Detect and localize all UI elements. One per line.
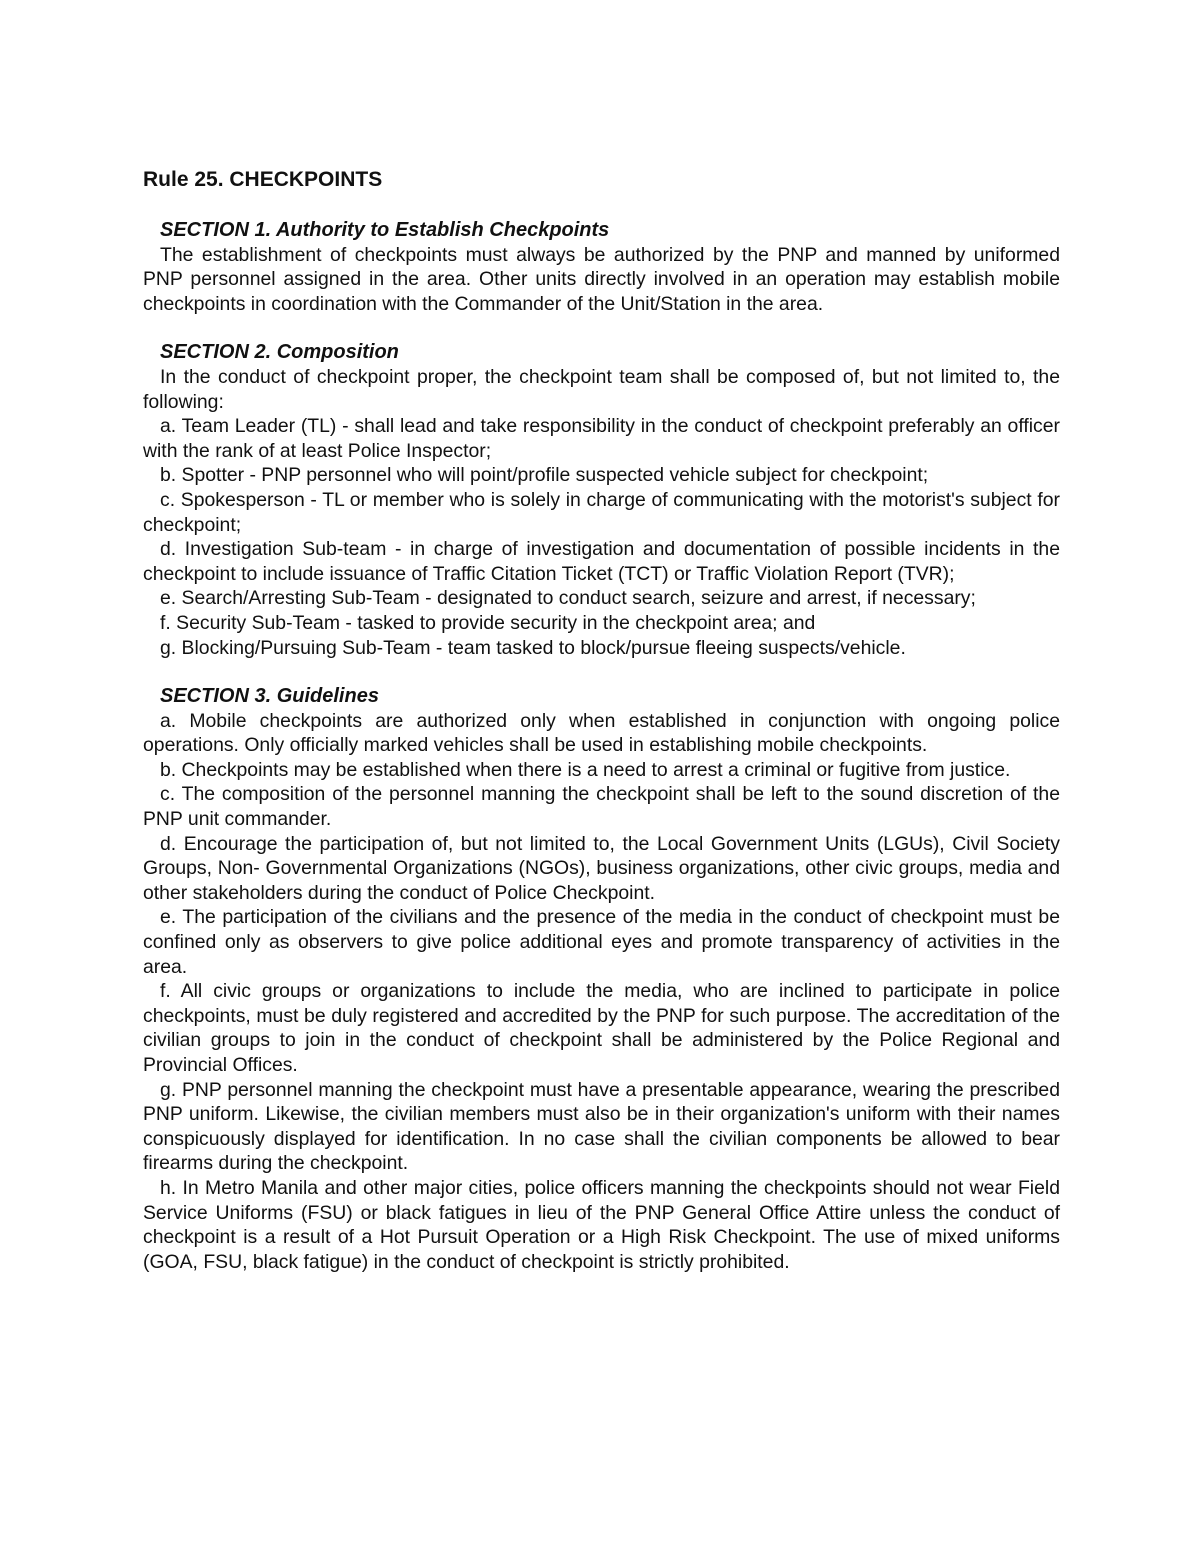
section-2-item-c: c. Spokesperson - TL or member who is solely in charge of communicating with the motorist's subject for checkpoint; (143, 488, 1060, 536)
rule-title: Rule 25. CHECKPOINTS (143, 168, 383, 191)
section-3-item-d: d. Encourage the participation of, but not limited to, the Local Government Units (LGUs), Civil Society Groups, Non- Governmental Organizations (NGOs), business organizations, other civic groups, media and other stakeholders during the conduct of Police Checkpoint. (143, 832, 1060, 904)
section-2-item-e: e. Search/Arresting Sub-Team - designated to conduct search, seizure and arrest, if necessary; (160, 587, 976, 610)
section-3-item-f: f. All civic groups or organizations to include the media, who are inclined to participate in police checkpoints, must be duly registered and accredited by the PNP for such purpose. The accreditation of the civilian groups to join in the conduct of checkpoint shall be administered by the Police Regional and Provincial Offices. (143, 980, 1060, 1076)
section-3-item-e: e. The participation of the civilians and the presence of the media in the conduct of checkpoint must be confined only as observers to give police additional eyes and promote transparency of activities in the area. (143, 906, 1060, 978)
section-2-item-d: d. Investigation Sub-team - in charge of investigation and documentation of possible incidents in the checkpoint to include issuance of Traffic Citation Ticket (TCT) or Traffic Violation Report (TVR); (143, 538, 1060, 585)
section-1-heading: SECTION 1. Authority to Establish Checkpoints (160, 219, 610, 241)
section-2 (143, 340, 1060, 660)
section-3 (143, 684, 1060, 1274)
section-2-item-g: g. Blocking/Pursuing Sub-Team - team tasked to block/pursue fleeing suspects/vehicle. (160, 636, 906, 659)
section-2-item-b: b. Spotter - PNP personnel who will point/profile suspected vehicle subject for checkpoint; (160, 464, 929, 487)
section-3-item-g: g. PNP personnel manning the checkpoint must have a presentable appearance, wearing the prescribed PNP uniform. Likewise, the civilian members must also be in their organization's uniform with their names conspicuously displayed for identification. In no case shall the civilian components be allowed to bear firearms during the checkpoint. (143, 1078, 1060, 1175)
section-2-item-a: a. Team Leader (TL) - shall lead and take responsibility in the conduct of checkpoint preferably an officer with the rank of at least Police Inspector; (143, 415, 1060, 462)
section-3-heading: SECTION 3. Guidelines (160, 685, 379, 708)
section-1 (143, 218, 1060, 316)
section-3-item-a: a. Mobile checkpoints are authorized only when established in conjunction with ongoing police operations. Only officially marked vehicles shall be used in establishing mobile checkpoints. (143, 709, 1060, 757)
document-page (143, 166, 1060, 1298)
section-1-intro: The establishment of checkpoints must always be authorized by the PNP and manned by uniformed PNP personnel assigned in the area. Other units directly involved in an operation may establish mobile checkpoints in coordination with the Commander of the Unit/Station in the area. (143, 243, 1060, 315)
section-2-heading: SECTION 2. Composition (160, 341, 399, 364)
section-3-item-h: h. In Metro Manila and other major cities, police officers manning the checkpoints should not wear Field Service Uniforms (FSU) or black fatigues in lieu of the PNP General Office Attire unless the conduct of checkpoint is a result of a Hot Pursuit Operation or a High Risk Checkpoint. The use of mixed uniforms (GOA, FSU, black fatigue) in the conduct of checkpoint is strictly prohibited. (143, 1176, 1060, 1273)
section-2-item-f: f. Security Sub-Team - tasked to provide security in the checkpoint area; and (160, 611, 816, 634)
section-2-intro: In the conduct of checkpoint proper, the checkpoint team shall be composed of, but not limited to, the following: (143, 365, 1060, 413)
section-3-item-c: c. The composition of the personnel manning the checkpoint shall be left to the sound discretion of the PNP unit commander. (143, 783, 1060, 831)
section-3-item-b: b. Checkpoints may be established when there is a need to arrest a criminal or fugitive from justice. (160, 758, 1011, 781)
